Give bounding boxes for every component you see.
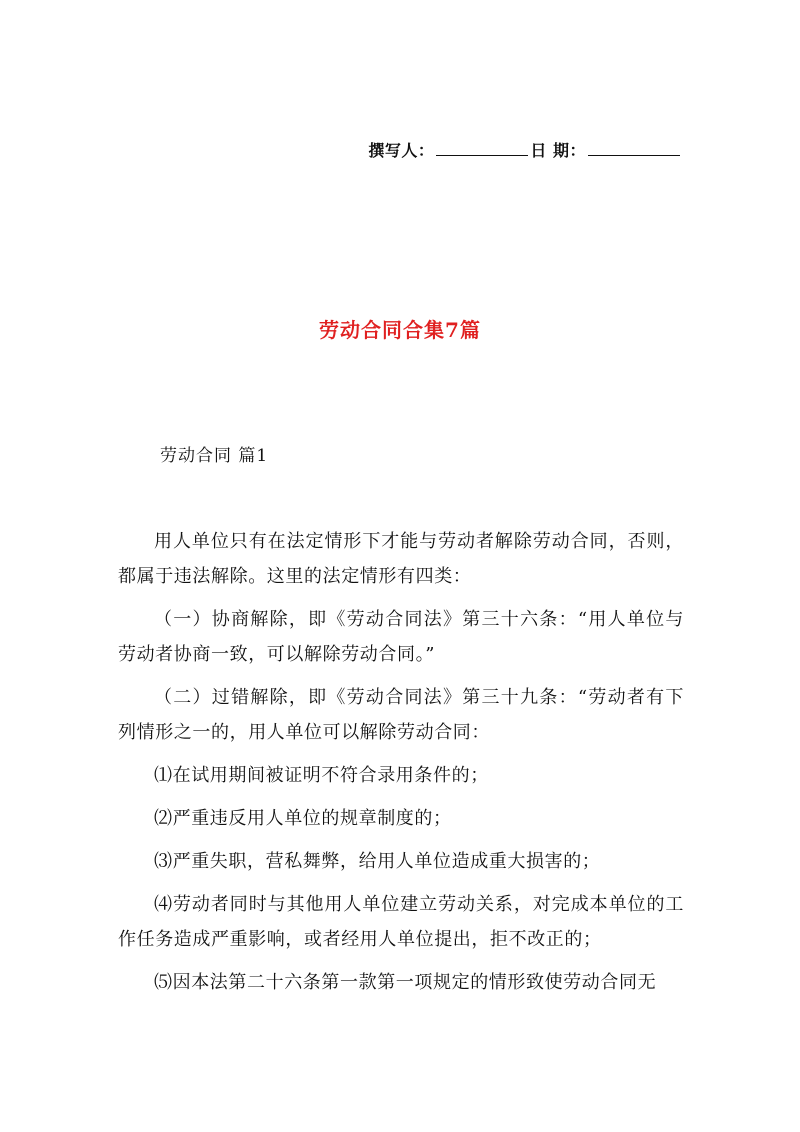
- date-label: 日 期：: [530, 141, 586, 160]
- author-date-line: [368, 138, 682, 161]
- paragraph: ⑴在试用期间被证明不符合录用条件的；: [154, 765, 489, 786]
- paragraph: 用人单位只有在法定情形下才能与劳动者解除劳动合同，否则，都属于违法解除。这里的法定情形有四类：: [118, 531, 684, 587]
- paragraph: （二）过错解除，即《劳动合同法》第三十九条：“劳动者有下列情形之一的，用人单位可以解除劳动合同：: [118, 687, 684, 743]
- body-text: [118, 524, 684, 1008]
- paragraph: ⑷劳动者同时与其他用人单位建立劳动关系，对完成本单位的工作任务造成严重影响，或者经用人单位提出，拒不改正的；: [118, 894, 684, 950]
- paragraph: （一）协商解除，即《劳动合同法》第三十六条：“用人单位与劳动者协商一致，可以解除劳动合同。”: [118, 609, 684, 665]
- document-title: 劳动合同合集7篇: [319, 318, 481, 342]
- paragraph: ⑸因本法第二十六条第一款第一项规定的情形致使劳动合同无: [154, 972, 657, 993]
- section-heading: 劳动合同 篇1: [160, 446, 269, 466]
- paragraph: ⑵严重违反用人单位的规章制度的；: [154, 808, 452, 829]
- author-label: 撰写人：: [368, 141, 435, 160]
- date-blank-field: [588, 141, 680, 156]
- author-blank-field: [436, 141, 528, 156]
- paragraph: ⑶严重失职，营私舞弊，给用人单位造成重大损害的；: [154, 851, 601, 872]
